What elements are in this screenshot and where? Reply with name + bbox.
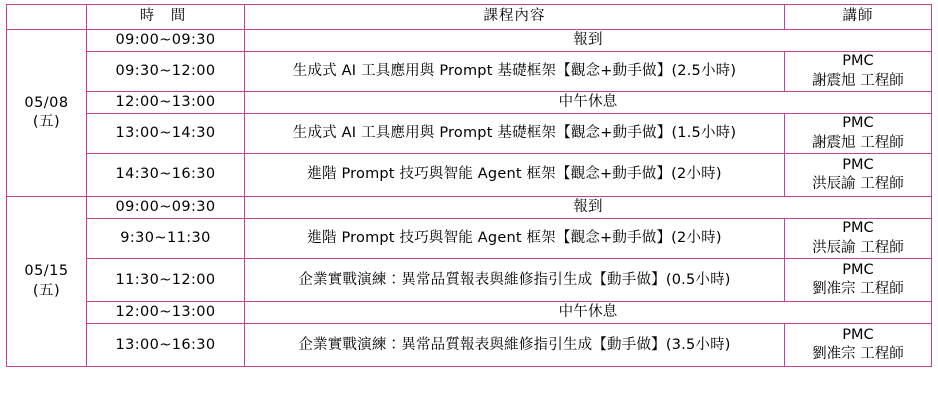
date-line2: (五) xyxy=(32,114,61,131)
time-cell: 13:00~14:30 xyxy=(87,114,245,154)
date-cell-day1 xyxy=(7,30,87,197)
table-row xyxy=(7,30,932,52)
lecturer-name: 謝震旭 工程師 xyxy=(812,72,904,89)
table-row xyxy=(7,154,932,197)
topic-cell: 企業實戰演練：異常品質報表與維修指引生成【動手做】(3.5小時) xyxy=(245,324,785,367)
lecturer-cell xyxy=(785,324,932,367)
table-row xyxy=(7,259,932,302)
time-cell: 09:00~09:30 xyxy=(87,197,245,219)
header-time: 時 間 xyxy=(87,5,245,30)
lecturer-org: PMC xyxy=(842,261,874,278)
time-cell: 12:00~13:00 xyxy=(87,92,245,114)
lecturer-name: 洪辰諭 工程師 xyxy=(812,176,904,193)
lecturer-name: 謝震旭 工程師 xyxy=(812,134,904,151)
time-cell: 11:30~12:00 xyxy=(87,259,245,302)
lecturer-cell xyxy=(785,219,932,259)
table-row xyxy=(7,219,932,259)
lecturer-name: 劉准宗 工程師 xyxy=(812,281,904,298)
lecturer-org: PMC xyxy=(842,156,874,173)
lecturer-cell xyxy=(785,52,932,92)
header-topic: 課程內容 xyxy=(245,5,785,30)
topic-cell: 進階 Prompt 技巧與智能 Agent 框架【觀念+動手做】(2小時) xyxy=(245,219,785,259)
lecturer-org: PMC xyxy=(842,53,874,69)
table-row xyxy=(7,302,932,324)
topic-cell: 中午休息 xyxy=(245,302,932,324)
lecturer-name: 洪辰諭 工程師 xyxy=(812,239,904,256)
lecturer-org: PMC xyxy=(842,326,874,343)
course-schedule-table xyxy=(6,4,932,367)
header-row xyxy=(7,5,932,30)
topic-cell: 企業實戰演練：異常品質報表與維修指引生成【動手做】(0.5小時) xyxy=(245,259,785,302)
table-row xyxy=(7,92,932,114)
lecturer-cell xyxy=(785,154,932,197)
date-line2: (五) xyxy=(32,282,61,299)
table-header xyxy=(7,5,932,30)
lecturer-cell xyxy=(785,114,932,154)
time-cell: 9:30~11:30 xyxy=(87,219,245,259)
time-cell: 09:30~12:00 xyxy=(87,52,245,92)
topic-cell: 生成式 AI 工具應用與 Prompt 基礎框架【觀念+動手做】(2.5小時) xyxy=(245,52,785,92)
table-row xyxy=(7,197,932,219)
topic-cell: 中午休息 xyxy=(245,92,932,114)
table-row xyxy=(7,114,932,154)
table-row xyxy=(7,52,932,92)
topic-cell: 報到 xyxy=(245,30,932,52)
time-cell: 14:30~16:30 xyxy=(87,154,245,197)
topic-cell: 報到 xyxy=(245,197,932,219)
topic-cell: 進階 Prompt 技巧與智能 Agent 框架【觀念+動手做】(2小時) xyxy=(245,154,785,197)
table-row xyxy=(7,324,932,367)
table-body xyxy=(7,30,932,367)
lecturer-cell xyxy=(785,259,932,302)
header-date-corner xyxy=(7,5,87,30)
header-lecturer: 講師 xyxy=(785,5,932,30)
time-cell: 09:00~09:30 xyxy=(87,30,245,52)
time-cell: 13:00~16:30 xyxy=(87,324,245,367)
lecturer-org: PMC xyxy=(842,115,874,132)
lecturer-org: PMC xyxy=(842,220,874,237)
date-line1: 05/08 xyxy=(24,94,69,111)
time-cell: 12:00~13:00 xyxy=(87,302,245,324)
lecturer-name: 劉准宗 工程師 xyxy=(812,346,904,363)
date-cell-day2 xyxy=(7,197,87,367)
topic-cell: 生成式 AI 工具應用與 Prompt 基礎框架【觀念+動手做】(1.5小時) xyxy=(245,114,785,154)
date-line1: 05/15 xyxy=(24,263,69,280)
